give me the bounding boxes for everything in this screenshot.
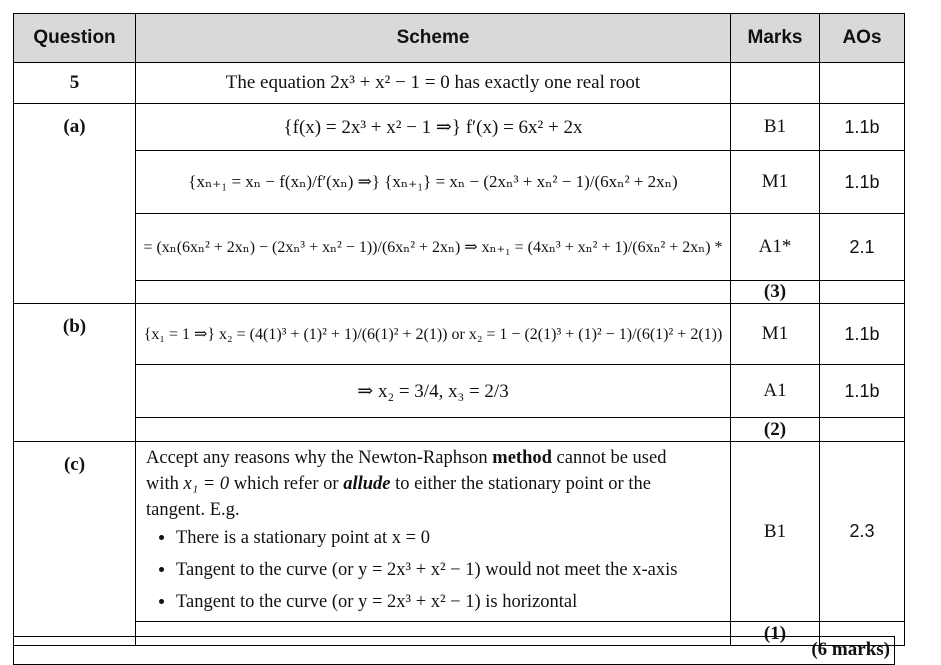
part-c-scheme (136, 442, 731, 622)
part-b-line2-ao: 1.1b (820, 365, 905, 418)
part-c-intro-allude: allude (343, 474, 391, 494)
part-c-bullet: • Tangent to the curve (or y = 2x³ + x² − 1) would not meet the x-axis (176, 557, 720, 583)
part-c-intro-bold: method (492, 448, 552, 468)
question-number: 5 (14, 63, 136, 104)
total-row (13, 636, 895, 665)
part-a-line2-ao: 1.1b (820, 151, 905, 214)
part-c-intro-4: tangent. E.g. (146, 500, 240, 520)
part-c-label: (c) (14, 442, 136, 646)
header-scheme: Scheme (136, 14, 731, 63)
mark-scheme-table (13, 13, 905, 646)
part-c-intro-3math: x₁ = 0 (183, 474, 230, 494)
part-a-line1-mark: B1 (731, 104, 820, 151)
total-marks: (6 marks) (811, 639, 890, 660)
header-aos: AOs (820, 14, 905, 63)
part-c-intro-3a: with (146, 474, 184, 494)
part-c-bullet: • Tangent to the curve (or y = 2x³ + x² − 1) is horizontal (176, 589, 720, 615)
part-b-line1-mark: M1 (731, 304, 820, 365)
part-b-line1: {x₁ = 1 ⇒} x₂ = (4(1)³ + (1)² + 1)/(6(1)² + 2(1)) or x₂ = 1 − (2(1)³ + (1)² − 1)/(6(1)² + 2(1)) (136, 304, 731, 365)
part-a-label: (a) (14, 104, 136, 304)
part-a-line1-ao: 1.1b (820, 104, 905, 151)
header-marks: Marks (731, 14, 820, 63)
part-c-intro-3b: which refer or (229, 474, 344, 494)
part-a-line3-ao: 2.1 (820, 214, 905, 281)
part-c-mark: B1 (731, 442, 820, 622)
part-b-line1-ao: 1.1b (820, 304, 905, 365)
question-statement: The equation 2x³ + x² − 1 = 0 has exactly one real root (136, 63, 731, 104)
part-c-ao: 2.3 (820, 442, 905, 622)
part-a-subtotal: (3) (731, 281, 820, 304)
part-a-line2-mark: M1 (731, 151, 820, 214)
part-b-line2: ⇒ x₂ = 3/4, x₃ = 2/3 (136, 365, 731, 418)
part-a-line1: {f(x) = 2x³ + x² − 1 ⇒} f′(x) = 6x² + 2x (136, 104, 731, 151)
part-c-bullet: • There is a stationary point at x = 0 (176, 525, 720, 551)
part-a-line2: {xₙ₊₁ = xₙ − f(xₙ)/f′(xₙ) ⇒} {xₙ₊₁} = xₙ − (2xₙ³ + xₙ² − 1)/(6xₙ² + 2xₙ) (136, 151, 731, 214)
header-question: Question (14, 14, 136, 63)
part-b-label: (b) (14, 304, 136, 442)
part-a-line3-mark: A1* (731, 214, 820, 281)
part-b-line2-mark: A1 (731, 365, 820, 418)
part-c-bullet-list (146, 525, 720, 615)
part-c-intro-1: Accept any reasons why the Newton-Raphson (146, 448, 493, 468)
part-a-line3: = (xₙ(6xₙ² + 2xₙ) − (2xₙ³ + xₙ² − 1))/(6xₙ² + 2xₙ) ⇒ xₙ₊₁ = (4xₙ³ + xₙ² + 1)/(6xₙ² + 2xₙ) * (136, 214, 731, 281)
part-c-intro-2: cannot be used (551, 448, 667, 468)
part-c-intro-3c: to either the stationary point or the (390, 474, 651, 494)
part-c-subtotal: (1) (731, 622, 820, 646)
part-b-subtotal: (2) (731, 418, 820, 442)
